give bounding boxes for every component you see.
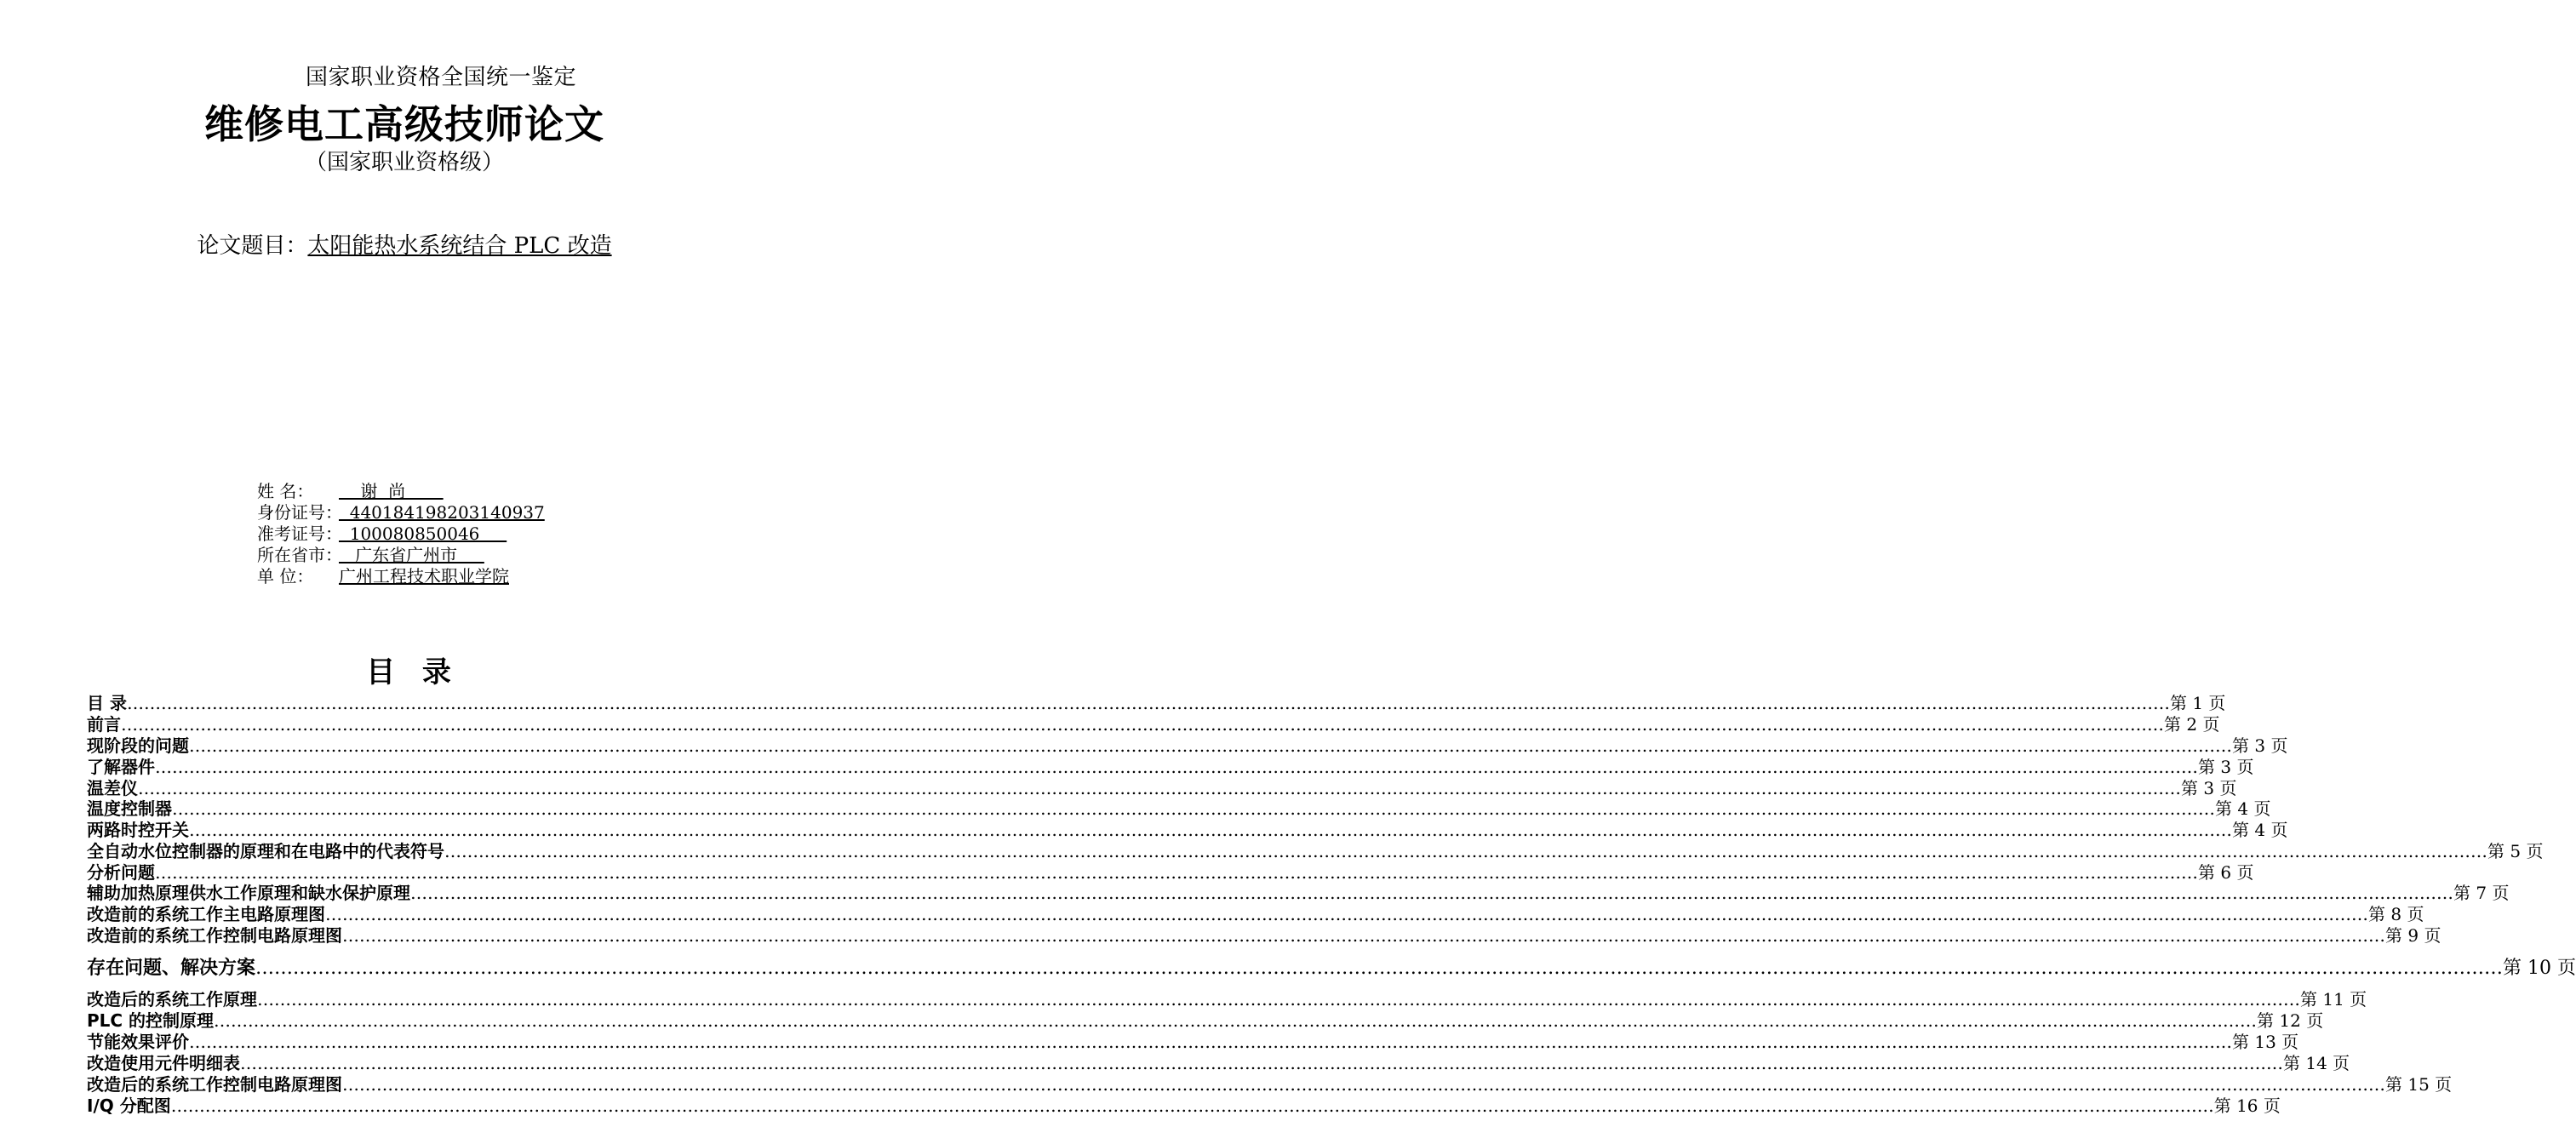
toc-entry[interactable] bbox=[87, 953, 2576, 980]
toc-entry-page: 第 10 页 bbox=[2503, 958, 2576, 979]
toc-leader-dots: ……………………………………………………………………………………………………………………………………………………………………………………………………………………………………………………………………………………………………………………………… bbox=[170, 1095, 2214, 1116]
toc-entry-page: 第 7 页 bbox=[2453, 883, 2510, 903]
info-label: 所在省市： bbox=[257, 545, 342, 565]
document-title: 维修电工高级技师论文 bbox=[204, 101, 604, 147]
toc-entry-text: 改造后的系统工作控制电路原理图 bbox=[87, 1074, 342, 1095]
toc-entry-page: 第 3 页 bbox=[2181, 778, 2237, 798]
toc-entry-page: 第 3 页 bbox=[2232, 735, 2288, 756]
thesis-topic-label: 论文题目： bbox=[197, 233, 308, 259]
toc-entry-text: 两路时控开关 bbox=[87, 820, 189, 840]
toc-leader-dots: ……………………………………………………………………………………………………………………………………………………………………………………………………………………………………………………………………………………………………………………………… bbox=[189, 820, 2232, 840]
info-value: 广东省广州市 bbox=[339, 545, 484, 565]
toc-entry-text: 改造前的系统工作控制电路原理图 bbox=[87, 925, 342, 946]
info-value: 广州工程技术职业学院 bbox=[339, 566, 509, 586]
toc-entry-page: 第 15 页 bbox=[2385, 1074, 2453, 1095]
toc-leader-dots: ……………………………………………………………………………………………………………………………………………………………………………………………………………………………………………………………………………………………………………………………… bbox=[126, 693, 2170, 713]
info-label: 姓 名： bbox=[257, 481, 314, 501]
toc-entry-text: 现阶段的问题 bbox=[87, 735, 189, 756]
toc-leader-dots: ……………………………………………………………………………………………………………………………………………………………………………………………………………………………………………………………………………………………………………………………… bbox=[189, 1032, 2232, 1052]
info-value: 谢 尚 bbox=[339, 481, 444, 501]
toc-title: 目 录 bbox=[366, 655, 460, 689]
qualification-level: （国家职业资格级） bbox=[304, 150, 504, 175]
toc-entry-text: 全自动水位控制器的原理和在电路中的代表符号 bbox=[87, 841, 444, 861]
toc-entry-text: 改造使用元件明细表 bbox=[87, 1053, 240, 1073]
info-label: 身份证号： bbox=[257, 502, 342, 523]
toc-entry-text: 前言 bbox=[87, 714, 121, 735]
toc-entry-text: PLC 的控制原理 bbox=[87, 1010, 215, 1031]
toc-entry-page: 第 11 页 bbox=[2300, 989, 2367, 1010]
toc-entry-text: 温度控制器 bbox=[87, 798, 172, 819]
toc-leader-dots: ……………………………………………………………………………………………………………………………………………………………………………………………………………………………………………………………………………………………………………………………… bbox=[172, 798, 2215, 819]
toc-entry[interactable] bbox=[87, 1092, 2281, 1117]
info-value: 440184198203140937 bbox=[339, 502, 545, 523]
toc-entry-text: 分析问题 bbox=[87, 862, 155, 883]
toc-entry-text: 温差仪 bbox=[87, 778, 138, 798]
toc-leader-dots: ……………………………………………………………………………………………………………………………………………………………………………………………………………………………………………………………………………………………………………………………… bbox=[155, 862, 2198, 883]
toc-leader-dots: ……………………………………………………………………………………………………………………………………………………………………………………………………………………………………………………………………………………………………………………………… bbox=[342, 925, 2385, 946]
toc-entry[interactable] bbox=[87, 922, 2441, 947]
toc-leader-dots: ……………………………………………………………………………………………………………………………………………………………………………………………………………………………………………………………………………………………………………………………… bbox=[155, 757, 2198, 777]
info-value: 100080850046 bbox=[339, 523, 507, 544]
toc-entry-text: 辅助加热原理供水工作原理和缺水保护原理 bbox=[87, 883, 410, 903]
toc-entry-page: 第 2 页 bbox=[2164, 714, 2220, 735]
toc-leader-dots: ……………………………………………………………………………………………………………………………………………………………………………………………………………………………………………………………………………………………………………………………… bbox=[342, 1074, 2385, 1095]
toc-leader-dots: ……………………………………………………………………………………………………………………………………………………………………………………………………………………………………………………………………………………………………………………………… bbox=[121, 714, 2164, 735]
toc-entry-page: 第 13 页 bbox=[2232, 1032, 2299, 1052]
toc-leader-dots: ……………………………………………………………………………………………………………………………………………………………………………………………………………………………………………………………………………………………………………………………… bbox=[214, 1010, 2258, 1031]
toc-leader-dots: ……………………………………………………………………………………………………………………………………………………………………………………………………………………………………………………………………………………………………………………………… bbox=[255, 958, 2504, 979]
toc-entry-page: 第 4 页 bbox=[2215, 798, 2271, 819]
toc-leader-dots: ……………………………………………………………………………………………………………………………………………………………………………………………………………………………………………………………………………………………………………………………… bbox=[444, 841, 2487, 861]
toc-entry-page: 第 5 页 bbox=[2487, 841, 2544, 861]
toc-entry-page: 第 12 页 bbox=[2257, 1010, 2324, 1031]
toc-entry-text: 存在问题、解决方案 bbox=[87, 958, 256, 979]
toc-entry-page: 第 3 页 bbox=[2198, 757, 2254, 777]
toc-entry-page: 第 8 页 bbox=[2368, 904, 2424, 924]
toc-entry-page: 第 6 页 bbox=[2198, 862, 2254, 883]
info-label: 单 位： bbox=[257, 566, 314, 586]
toc-entry-text: 改造后的系统工作原理 bbox=[87, 989, 257, 1010]
toc-entry-text: 节能效果评价 bbox=[87, 1032, 189, 1052]
toc-leader-dots: ……………………………………………………………………………………………………………………………………………………………………………………………………………………………………………………………………………………………………………………………… bbox=[138, 778, 2181, 798]
toc-entry-text: 改造前的系统工作主电路原理图 bbox=[87, 904, 325, 924]
toc-entry-text: 目 录 bbox=[87, 693, 127, 713]
toc-entry-page: 第 9 页 bbox=[2385, 925, 2441, 946]
toc-entry-page: 第 1 页 bbox=[2169, 693, 2226, 713]
toc-leader-dots: ……………………………………………………………………………………………………………………………………………………………………………………………………………………………………………………………………………………………………………………………… bbox=[240, 1053, 2283, 1073]
thesis-topic bbox=[0, 228, 809, 260]
toc-leader-dots: ……………………………………………………………………………………………………………………………………………………………………………………………………………………………………………………………………………………………………………………………… bbox=[325, 904, 2368, 924]
thesis-topic-value: 太阳能热水系统结合 PLC 改造 bbox=[307, 233, 612, 259]
info-label: 准考证号： bbox=[257, 523, 342, 544]
info-row-unit bbox=[257, 563, 509, 587]
toc-entry-text: 了解器件 bbox=[87, 757, 155, 777]
toc-leader-dots: ……………………………………………………………………………………………………………………………………………………………………………………………………………………………………………………………………………………………………………………………… bbox=[410, 883, 2453, 903]
toc-entry-text: I/Q 分配图 bbox=[87, 1095, 171, 1116]
toc-entry-page: 第 16 页 bbox=[2213, 1095, 2281, 1116]
toc-leader-dots: ……………………………………………………………………………………………………………………………………………………………………………………………………………………………………………………………………………………………………………………………… bbox=[257, 989, 2300, 1010]
toc-entry-page: 第 14 页 bbox=[2283, 1053, 2350, 1073]
toc-leader-dots: ……………………………………………………………………………………………………………………………………………………………………………………………………………………………………………………………………………………………………………………………… bbox=[189, 735, 2232, 756]
certification-header: 国家职业资格全国统一鉴定 bbox=[305, 65, 576, 90]
toc-entry-page: 第 4 页 bbox=[2232, 820, 2288, 840]
